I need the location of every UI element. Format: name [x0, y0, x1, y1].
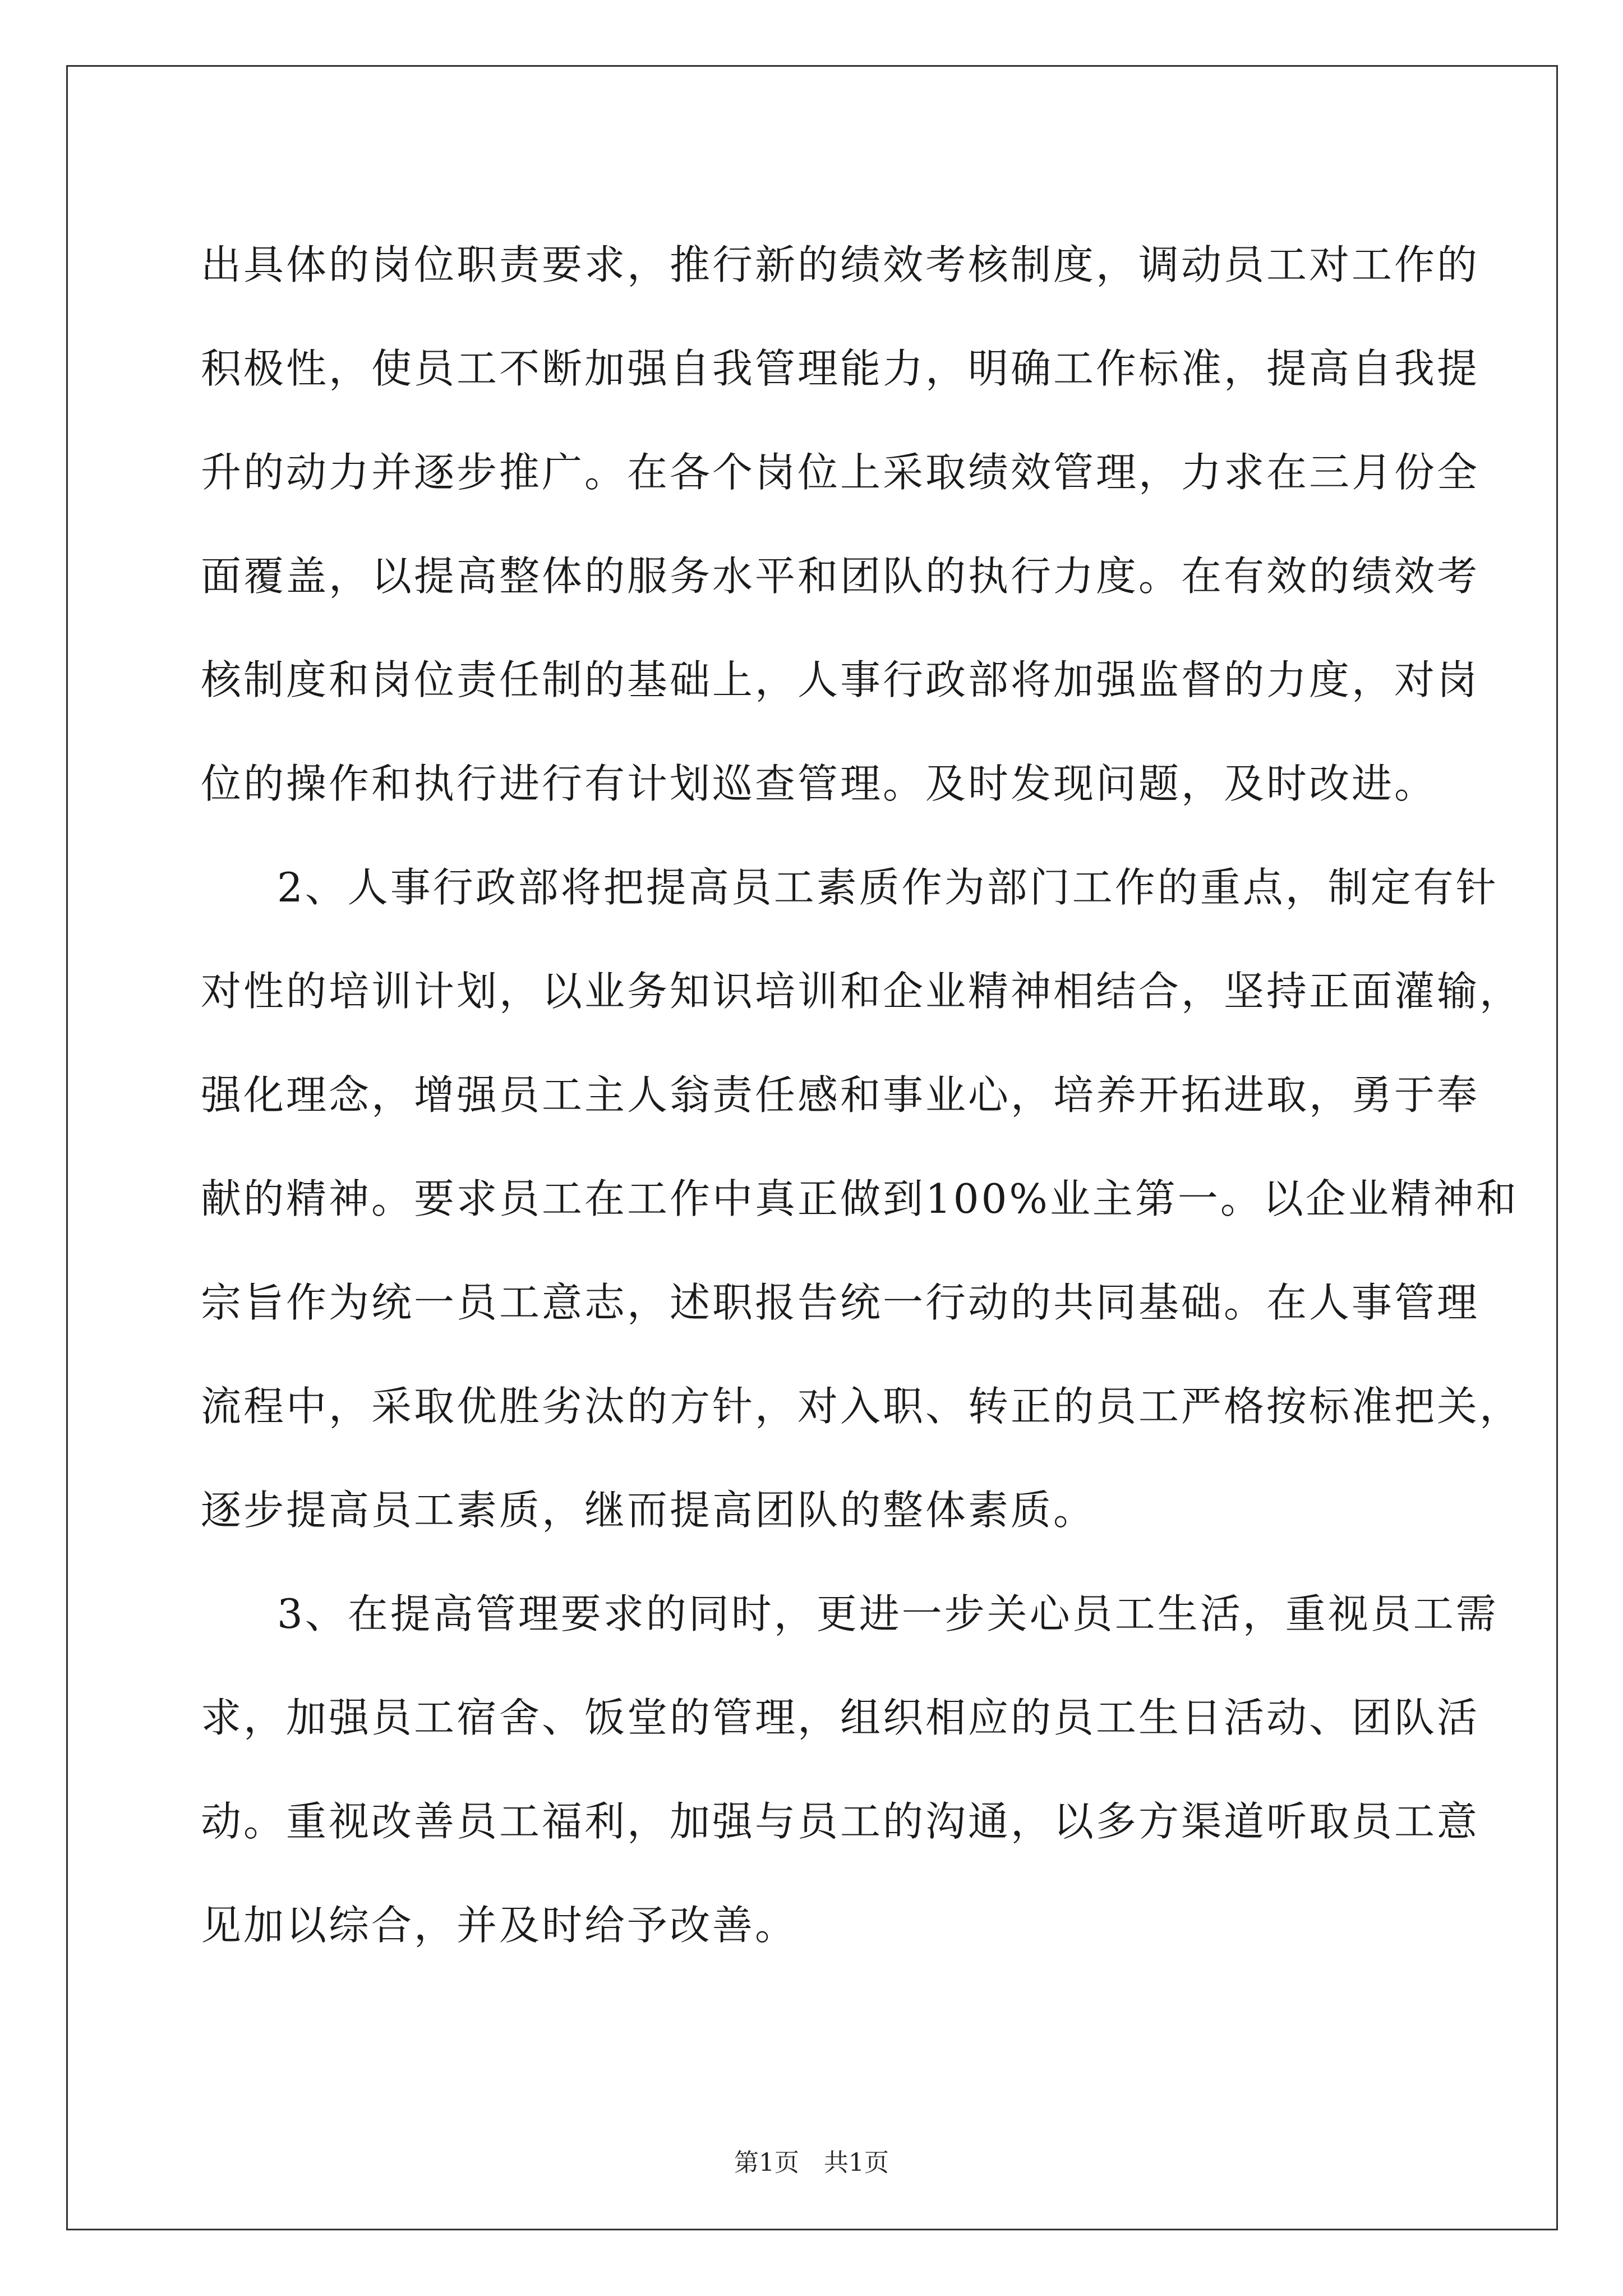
text-line: 流程中，采取优胜劣汰的方针，对入职、转正的员工严格按标准把关， — [201, 1383, 1523, 1430]
text-line: 献的精神。要求员工在工作中真正做到100%业主第一。以企业精神和 — [201, 1175, 1519, 1222]
text-line: 见加以综合，并及时给予改善。 — [201, 1902, 798, 1949]
text-line: 宗旨作为统一员工意志，述职报告统一行动的共同基础。在人事管理 — [201, 1279, 1480, 1326]
document-body — [201, 213, 1523, 1977]
text-line: 积极性，使员工不断加强自我管理能力，明确工作标准，提高自我提 — [201, 345, 1480, 392]
text-line: 求，加强员工宿舍、饭堂的管理，组织相应的员工生日活动、团队活 — [201, 1694, 1480, 1741]
text-line: 动。重视改善员工福利，加强与员工的沟通，以多方渠道听取员工意 — [201, 1798, 1480, 1845]
text-line: 2、人事行政部将把提高员工素质作为部门工作的重点，制定有针 — [277, 864, 1498, 911]
text-line: 逐步提高员工素质，继而提高团队的整体素质。 — [201, 1487, 1096, 1534]
text-line: 对性的培训计划，以业务知识培训和企业精神相结合，坚持正面灌输， — [201, 968, 1523, 1015]
text-line: 面覆盖，以提高整体的服务水平和团队的执行力度。在有效的绩效考 — [201, 553, 1480, 600]
text-line: 3、在提高管理要求的同时，更进一步关心员工生活，重视员工需 — [277, 1590, 1498, 1637]
text-line: 核制度和岗位责任制的基础上，人事行政部将加强监督的力度，对岗 — [201, 656, 1480, 703]
page-footer: 第1页 共1页 — [734, 2148, 889, 2177]
text-line: 升的动力并逐步推广。在各个岗位上采取绩效管理，力求在三月份全 — [201, 449, 1480, 496]
text-line: 位的操作和执行进行有计划巡查管理。及时发现问题，及时改进。 — [201, 760, 1437, 807]
text-line: 出具体的岗位职责要求，推行新的绩效考核制度，调动员工对工作的 — [201, 241, 1480, 288]
text-line: 强化理念，增强员工主人翁责任感和事业心，培养开拓进取，勇于奉 — [201, 1071, 1480, 1119]
